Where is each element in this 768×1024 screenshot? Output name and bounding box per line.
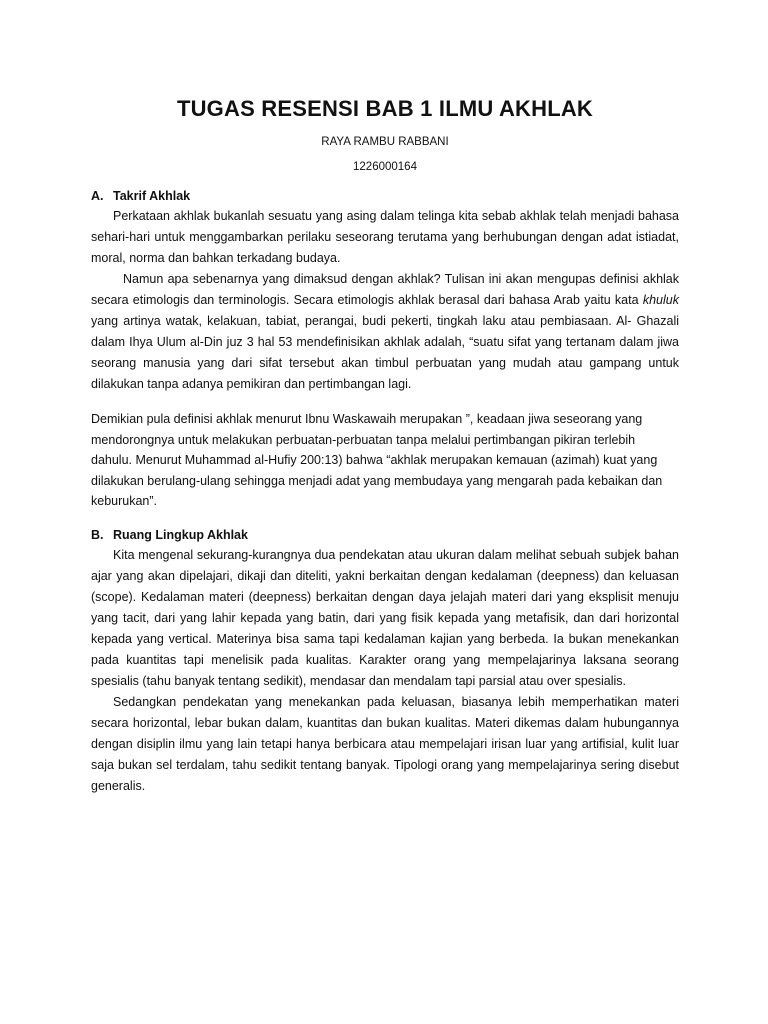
document-title: TUGAS RESENSI BAB 1 ILMU AKHLAK <box>176 96 594 121</box>
section-a-letter: A. <box>91 189 104 203</box>
section-a-title: Takrif Akhlak <box>113 189 191 203</box>
paragraph-text: yang artinya watak, kelakuan, tabiat, perangai, budi pekerti, tingkah laku atau pembiasaan. Al- Ghazali dalam Ihya Ulum al-Din juz 3 hal 53 mendefinisikan akhlak adalah, “suatu sifat yang tertanam dalam jiwa seorang manusia yang dari sifat tersebut akan timbul perbuatan yang mudah atau gampang untuk dilakukan tanpa adanya pemikiran dan pertimbangan lagi. <box>91 314 679 391</box>
section-b-heading <box>91 528 679 542</box>
section-a-paragraph-1: Perkataan akhlak bukanlah sesuatu yang asing dalam telinga kita sebab akhlak telah menjadi bahasa sehari-hari untuk menggambarkan perilaku seseorang terutama yang berhubungan dengan adat istiadat, moral, norma dan bahkan terkadang budaya. <box>91 209 679 265</box>
document-content <box>91 96 679 797</box>
italic-term: khuluk <box>642 293 679 307</box>
section-b-paragraph-2: Sedangkan pendekatan yang menekankan pada keluasan, biasanya lebih memperhatikan materi secara horizontal, lebar bukan dalam, kuantitas dan bukan kualitas. Materi dikemas dalam hubungannya dengan disiplin ilmu yang lain tetapi hanya berbicara atau mempelajari irisan luar yang artifisial, kulit luar saja bukan sel terdalam, tahu sedikit tentang banyak. Tipologi orang yang mempelajarinya sering disebut generalis. <box>91 694 679 793</box>
student-id: 1226000164 <box>353 161 417 173</box>
section-a-paragraph-3: Demikian pula definisi akhlak menurut Ibnu Waskawaih merupakan ”, keadaan jiwa seseorang yang mendorongnya untuk melakukan perbuatan-perbuatan tanpa melalui pertimbangan pikiran terlebih dahulu. Menurut Muhammad al-Hufiy 200:13) bahwa “akhlak merupakan kemauan (azimah) kuat yang dilakukan berulang-ulang sehingga menjadi adat yang membudaya yang mengarah pada kebaikan dan keburukan”. <box>91 412 663 508</box>
paragraph-text: Namun apa sebenarnya yang dimaksud dengan akhlak? Tulisan ini akan mengupas definisi akhlak secara etimologis dan terminologis. Secara etimologis akhlak berasal dari bahasa Arab yaitu kata <box>91 272 679 307</box>
section-a-paragraph-2 <box>91 269 679 395</box>
author-name: RAYA RAMBU RABBANI <box>321 136 449 148</box>
section-b-letter: B. <box>91 527 104 542</box>
section-b-title: Ruang Lingkup Akhlak <box>113 527 248 542</box>
section-a-heading <box>91 189 679 203</box>
section-b-paragraph-1: Kita mengenal sekurang-kurangnya dua pendekatan atau ukuran dalam melihat sebuah subjek bahan ajar yang akan dipelajari, dikaji dan diteliti, yakni berkaitan dengan kedalaman (deepness) dan keluasan (scope). Kedalaman materi (deepness) berkaitan dengan daya jelajah materi dari yang eksplisit menuju yang tacit, dari yang lahir kepada yang batin, dari yang fisik kepada yang metafisik, dan dari horizontal kepada yang vertical. Materinya bisa sama tapi kedalaman kajian yang berbeda. Ia bukan menekankan pada kuantitas tapi menelisik pada kualitas. Karakter orang yang mempelajarinya laksana seorang spesialis (tahu banyak tentang sedikit), mendasar dan mendalam tapi parsial atau over spesialis. <box>91 547 679 688</box>
